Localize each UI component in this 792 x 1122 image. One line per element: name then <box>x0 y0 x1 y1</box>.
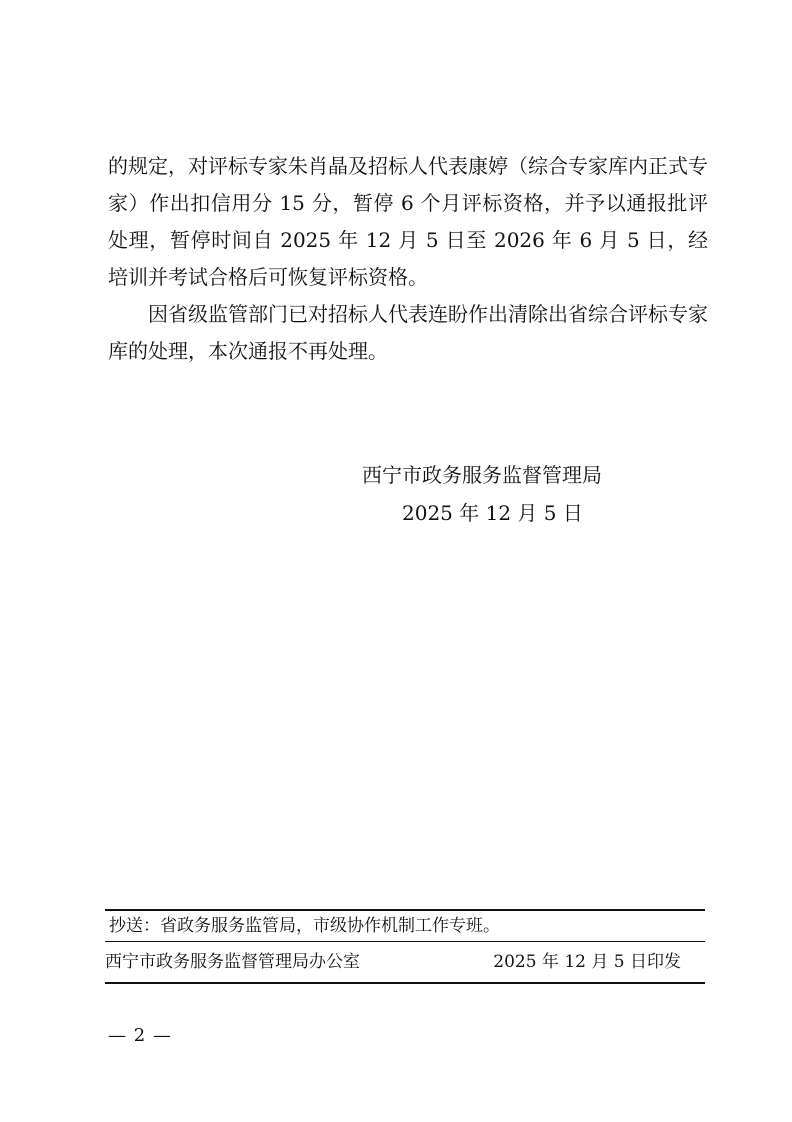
body-paragraph-continued: 的规定，对评标专家朱肖晶及招标人代表康婷（综合专家库内正式专家）作出扣信用分 15 分，暂停 6 个月评标资格，并予以通报批评处理，暂停时间自 2025 年 12 月 5 日至 2026 年 6 月 5 日，经培训并考试合格后可恢复评标资格。 <box>108 154 708 289</box>
copy-to-footer <box>105 909 705 984</box>
signature-organization: 西宁市政务服务监督管理局 <box>362 463 602 487</box>
issue-date: 2025 年 12 月 5 日印发 <box>493 952 681 972</box>
issuer-office: 西宁市政务服务监督管理局办公室 <box>105 952 360 972</box>
page-number: — 2 — <box>108 1025 172 1046</box>
cc-line: 抄送：省政务服务监管局，市级协作机制工作专班。 <box>109 916 500 936</box>
body-paragraph: 因省级监管部门已对招标人代表连盼作出清除出省综合评标专家库的处理，本次通报不再处理。 <box>108 302 708 363</box>
document-body <box>108 148 708 370</box>
footer-bottom-rule <box>105 982 705 984</box>
signature-block <box>362 456 662 532</box>
signature-date: 2025 年 12 月 5 日 <box>402 501 583 525</box>
issuer-line <box>105 942 705 982</box>
